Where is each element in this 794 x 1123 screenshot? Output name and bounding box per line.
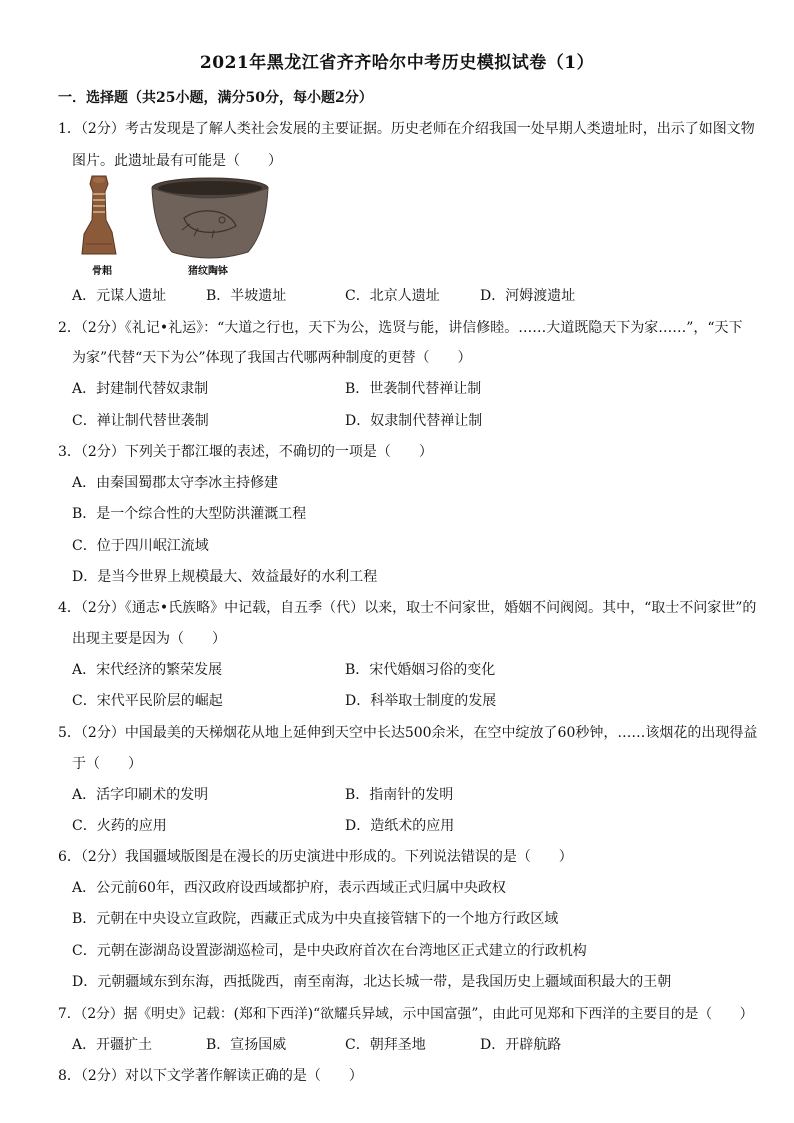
q2-option-b[interactable]: B．世袭制代替禅让制	[345, 381, 482, 397]
q7-stem-line1: 7．（2分）据《明史》记载：(郑和下西洋)“欲耀兵异域，示中国富强”，由此可见郑和下西洋的主要目的是（ ）	[58, 1006, 754, 1022]
q1-option-d[interactable]: D．河姆渡遗址	[480, 288, 576, 304]
q6-option-d[interactable]: D．元朝疆域东到东海，西抵陇西，南至南海，北达长城一带，是我国历史上疆域面积最大的王朝	[72, 974, 672, 990]
q3-option-c[interactable]: C．位于四川岷江流域	[72, 538, 209, 554]
q1-option-a[interactable]: A．元谋人遗址	[72, 288, 167, 304]
q2-stem-line1: 2．（2分）《礼记•礼运》：“大道之行也，天下为公，选贤与能，讲信修睦。……大道既隐天下为家……”，“天下	[58, 320, 743, 336]
q3-stem-line1: 3．（2分）下列关于都江堰的表述，不确切的一项是（ ）	[58, 444, 433, 460]
q4-stem-line1: 4．（2分）《通志•氏族略》中记载，自五季（代）以来，取士不问家世，婚姻不问阀阅。其中，“取士不问家世”的	[58, 600, 757, 616]
q3-option-b[interactable]: B．是一个综合性的大型防洪灌溉工程	[72, 506, 307, 522]
caption-pottery-bowl: 猪纹陶钵	[188, 266, 228, 277]
q8-stem-line1: 8．（2分）对以下文学著作解读正确的是（ ）	[58, 1068, 363, 1084]
q5-option-c[interactable]: C．火药的应用	[72, 818, 167, 834]
q1-stem-line2: 图片。此遗址最有可能是（ ）	[72, 153, 282, 169]
q2-option-d[interactable]: D．奴隶制代替禅让制	[345, 413, 483, 429]
q3-option-a[interactable]: A．由秦国蜀郡太守李冰主持修建	[72, 475, 279, 491]
page-title: 2021年黑龙江省齐齐哈尔中考历史模拟试卷（1）	[199, 53, 595, 73]
q1-option-c[interactable]: C．北京人遗址	[345, 288, 440, 304]
q6-option-c[interactable]: C．元朝在澎湖岛设置澎湖巡检司，是中央政府首次在台湾地区正式建立的行政机构	[72, 943, 587, 959]
q5-stem-line2: 于（ ）	[72, 756, 142, 772]
q2-option-c[interactable]: C．禅让制代替世袭制	[72, 413, 209, 429]
q4-stem-line2: 出现主要是因为（ ）	[72, 631, 226, 647]
caption-bone-spade: 骨耜	[92, 266, 112, 277]
section-heading: 一．选择题（共25小题，满分50分，每小题2分）	[58, 90, 373, 106]
q6-stem-line1: 6．（2分）我国疆域版图是在漫长的历史演进中形成的。下列说法错误的是（ ）	[58, 849, 573, 865]
q5-stem-line1: 5．（2分）中国最美的天梯烟花从地上延伸到天空中长达500余米，在空中绽放了60秒钟，……该烟花的出现得益	[58, 725, 758, 741]
q5-option-a[interactable]: A．活字印刷术的发明	[72, 787, 209, 803]
q4-option-a[interactable]: A．宋代经济的繁荣发展	[72, 662, 223, 678]
q1-option-b[interactable]: B．半坡遗址	[206, 288, 287, 304]
q6-option-b[interactable]: B．元朝在中央设立宣政院，西藏正式成为中央直接管辖下的一个地方行政区域	[72, 911, 559, 927]
q1-stem-line1: 1．（2分）考古发现是了解人类社会发展的主要证据。历史老师在介绍我国一处早期人类遗址时，出示了如图文物	[58, 121, 755, 137]
q3-option-d[interactable]: D．是当今世界上规模最大、效益最好的水利工程	[72, 569, 378, 585]
q5-option-d[interactable]: D．造纸术的应用	[345, 818, 455, 834]
q4-option-c[interactable]: C．宋代平民阶层的崛起	[72, 693, 223, 709]
q7-option-a[interactable]: A．开疆扩土	[72, 1037, 153, 1053]
q2-stem-line2: 为家”代替“天下为公”体现了我国古代哪两种制度的更替（ ）	[72, 350, 472, 366]
q4-option-b[interactable]: B．宋代婚姻习俗的变化	[345, 662, 496, 678]
q7-option-b[interactable]: B．宣扬国威	[206, 1037, 287, 1053]
q5-option-b[interactable]: B．指南针的发明	[345, 787, 454, 803]
pottery-bowl-image	[152, 178, 268, 258]
bone-spade-image	[82, 176, 116, 254]
q7-option-d[interactable]: D．开辟航路	[480, 1037, 562, 1053]
q2-option-a[interactable]: A．封建制代替奴隶制	[72, 381, 209, 397]
q1-artifact-figure	[72, 172, 272, 277]
q7-option-c[interactable]: C．朝拜圣地	[345, 1037, 426, 1053]
q4-option-d[interactable]: D．科举取士制度的发展	[345, 693, 497, 709]
q6-option-a[interactable]: A．公元前60年，西汉政府设西域都护府，表示西域正式归属中央政权	[72, 880, 506, 896]
